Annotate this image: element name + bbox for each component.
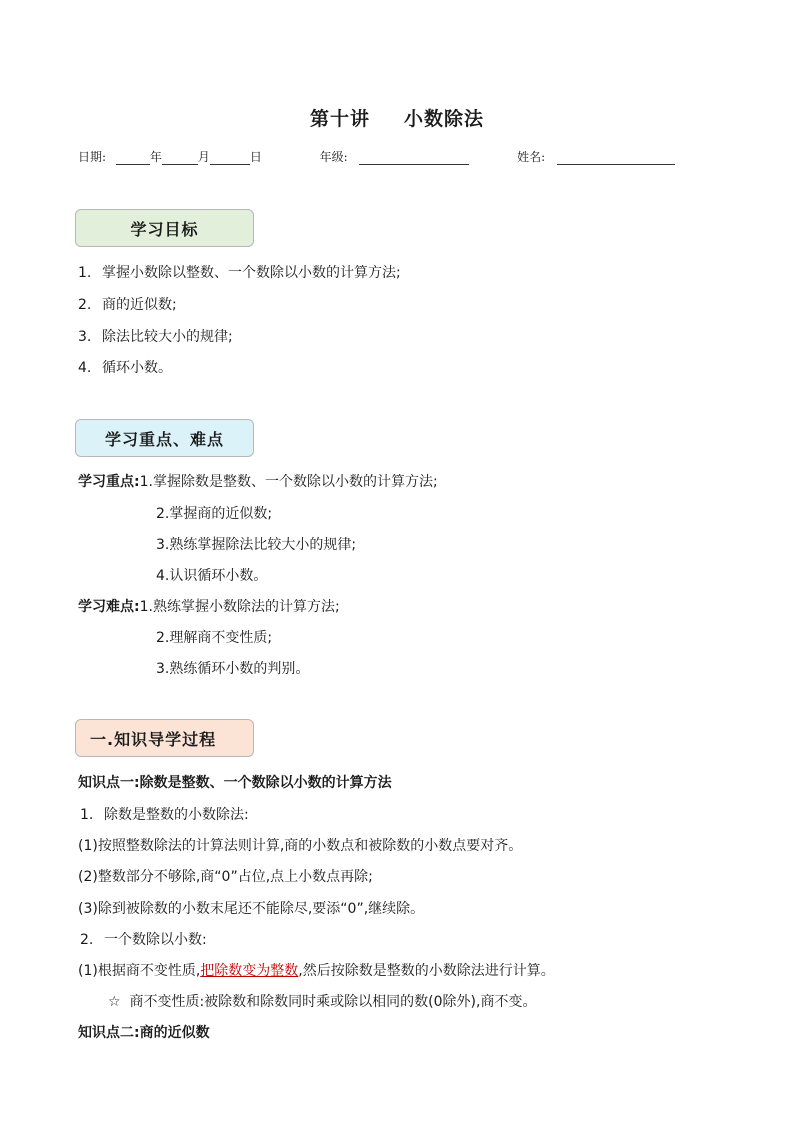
- knowledge-point-1-heading: 知识点一:除数是整数、一个数除以小数的计算方法: [78, 775, 392, 791]
- goal-item: 4. 循环小数。: [78, 360, 172, 376]
- focus-item: 1.掌握除数是整数、一个数除以小数的计算方法;: [139, 474, 438, 490]
- goals-heading-box: [75, 209, 254, 247]
- goal-item: 1. 掌握小数除以整数、一个数除以小数的计算方法;: [78, 265, 401, 281]
- difficulty-label: 学习难点:: [78, 599, 140, 615]
- date-month-field[interactable]: [162, 151, 198, 165]
- date-year-field[interactable]: [116, 151, 150, 165]
- page-title: [0, 104, 794, 131]
- star-icon: ☆: [108, 994, 121, 1010]
- year-char: 年: [149, 150, 162, 164]
- rule-item: (1)根据商不变性质,把除数变为整数,然后按除数是整数的小数除法进行计算。: [78, 963, 555, 979]
- name-field[interactable]: [557, 151, 675, 165]
- difficulty-item: 1.熟练掌握小数除法的计算方法;: [139, 599, 340, 615]
- rule-item: (1)按照整数除法的计算法则计算,商的小数点和被除数的小数点要对齐。: [78, 838, 523, 854]
- focus-item: 3.熟练掌握除法比较大小的规律;: [156, 537, 357, 553]
- date-day-field[interactable]: [210, 151, 250, 165]
- process-heading: 一.知识导学过程: [90, 729, 217, 749]
- rule-item: (2)整数部分不够除,商“0”占位,点上小数点再除;: [78, 869, 373, 885]
- focus-item: 2.掌握商的近似数;: [156, 506, 273, 522]
- difficulty-item: 2.理解商不变性质;: [156, 630, 273, 646]
- sub-heading-1: 1. 除数是整数的小数除法:: [80, 807, 249, 823]
- goals-heading: 学习目标: [130, 219, 199, 239]
- key-points-heading-box: [75, 419, 254, 457]
- date-label: 日期:: [78, 150, 107, 164]
- grade-label: 年级:: [319, 150, 348, 164]
- process-heading-box: [75, 719, 254, 757]
- difficulty-item: 3.熟练循环小数的判别。: [156, 661, 310, 677]
- rule-item: (3)除到被除数的小数末尾还不能除尽,要添“0”,继续除。: [78, 901, 425, 917]
- star-note: ☆ 商不变性质:被除数和除数同时乘或除以相同的数(0除外),商不变。: [108, 994, 537, 1010]
- key-points-heading: 学习重点、难点: [104, 429, 224, 449]
- lecture-number: 第十讲: [309, 108, 370, 130]
- focus-label: 学习重点:: [78, 474, 140, 490]
- focus-item: 4.认识循环小数。: [156, 568, 268, 584]
- knowledge-point-2-heading: 知识点二:商的近似数: [78, 1025, 210, 1041]
- sub-heading-2: 2. 一个数除以小数:: [80, 932, 207, 948]
- difficulty-row: [78, 596, 340, 616]
- student-info-row: [78, 148, 728, 165]
- focus-row: [78, 471, 438, 491]
- highlighted-text: 把除数变为整数: [200, 963, 299, 979]
- name-label: 姓名:: [517, 150, 546, 164]
- month-char: 月: [197, 150, 210, 164]
- goal-item: 2. 商的近似数;: [78, 297, 177, 313]
- day-char: 日: [249, 150, 262, 164]
- grade-field[interactable]: [359, 151, 469, 165]
- goal-item: 3. 除法比较大小的规律;: [78, 329, 233, 345]
- lecture-topic: 小数除法: [404, 108, 485, 130]
